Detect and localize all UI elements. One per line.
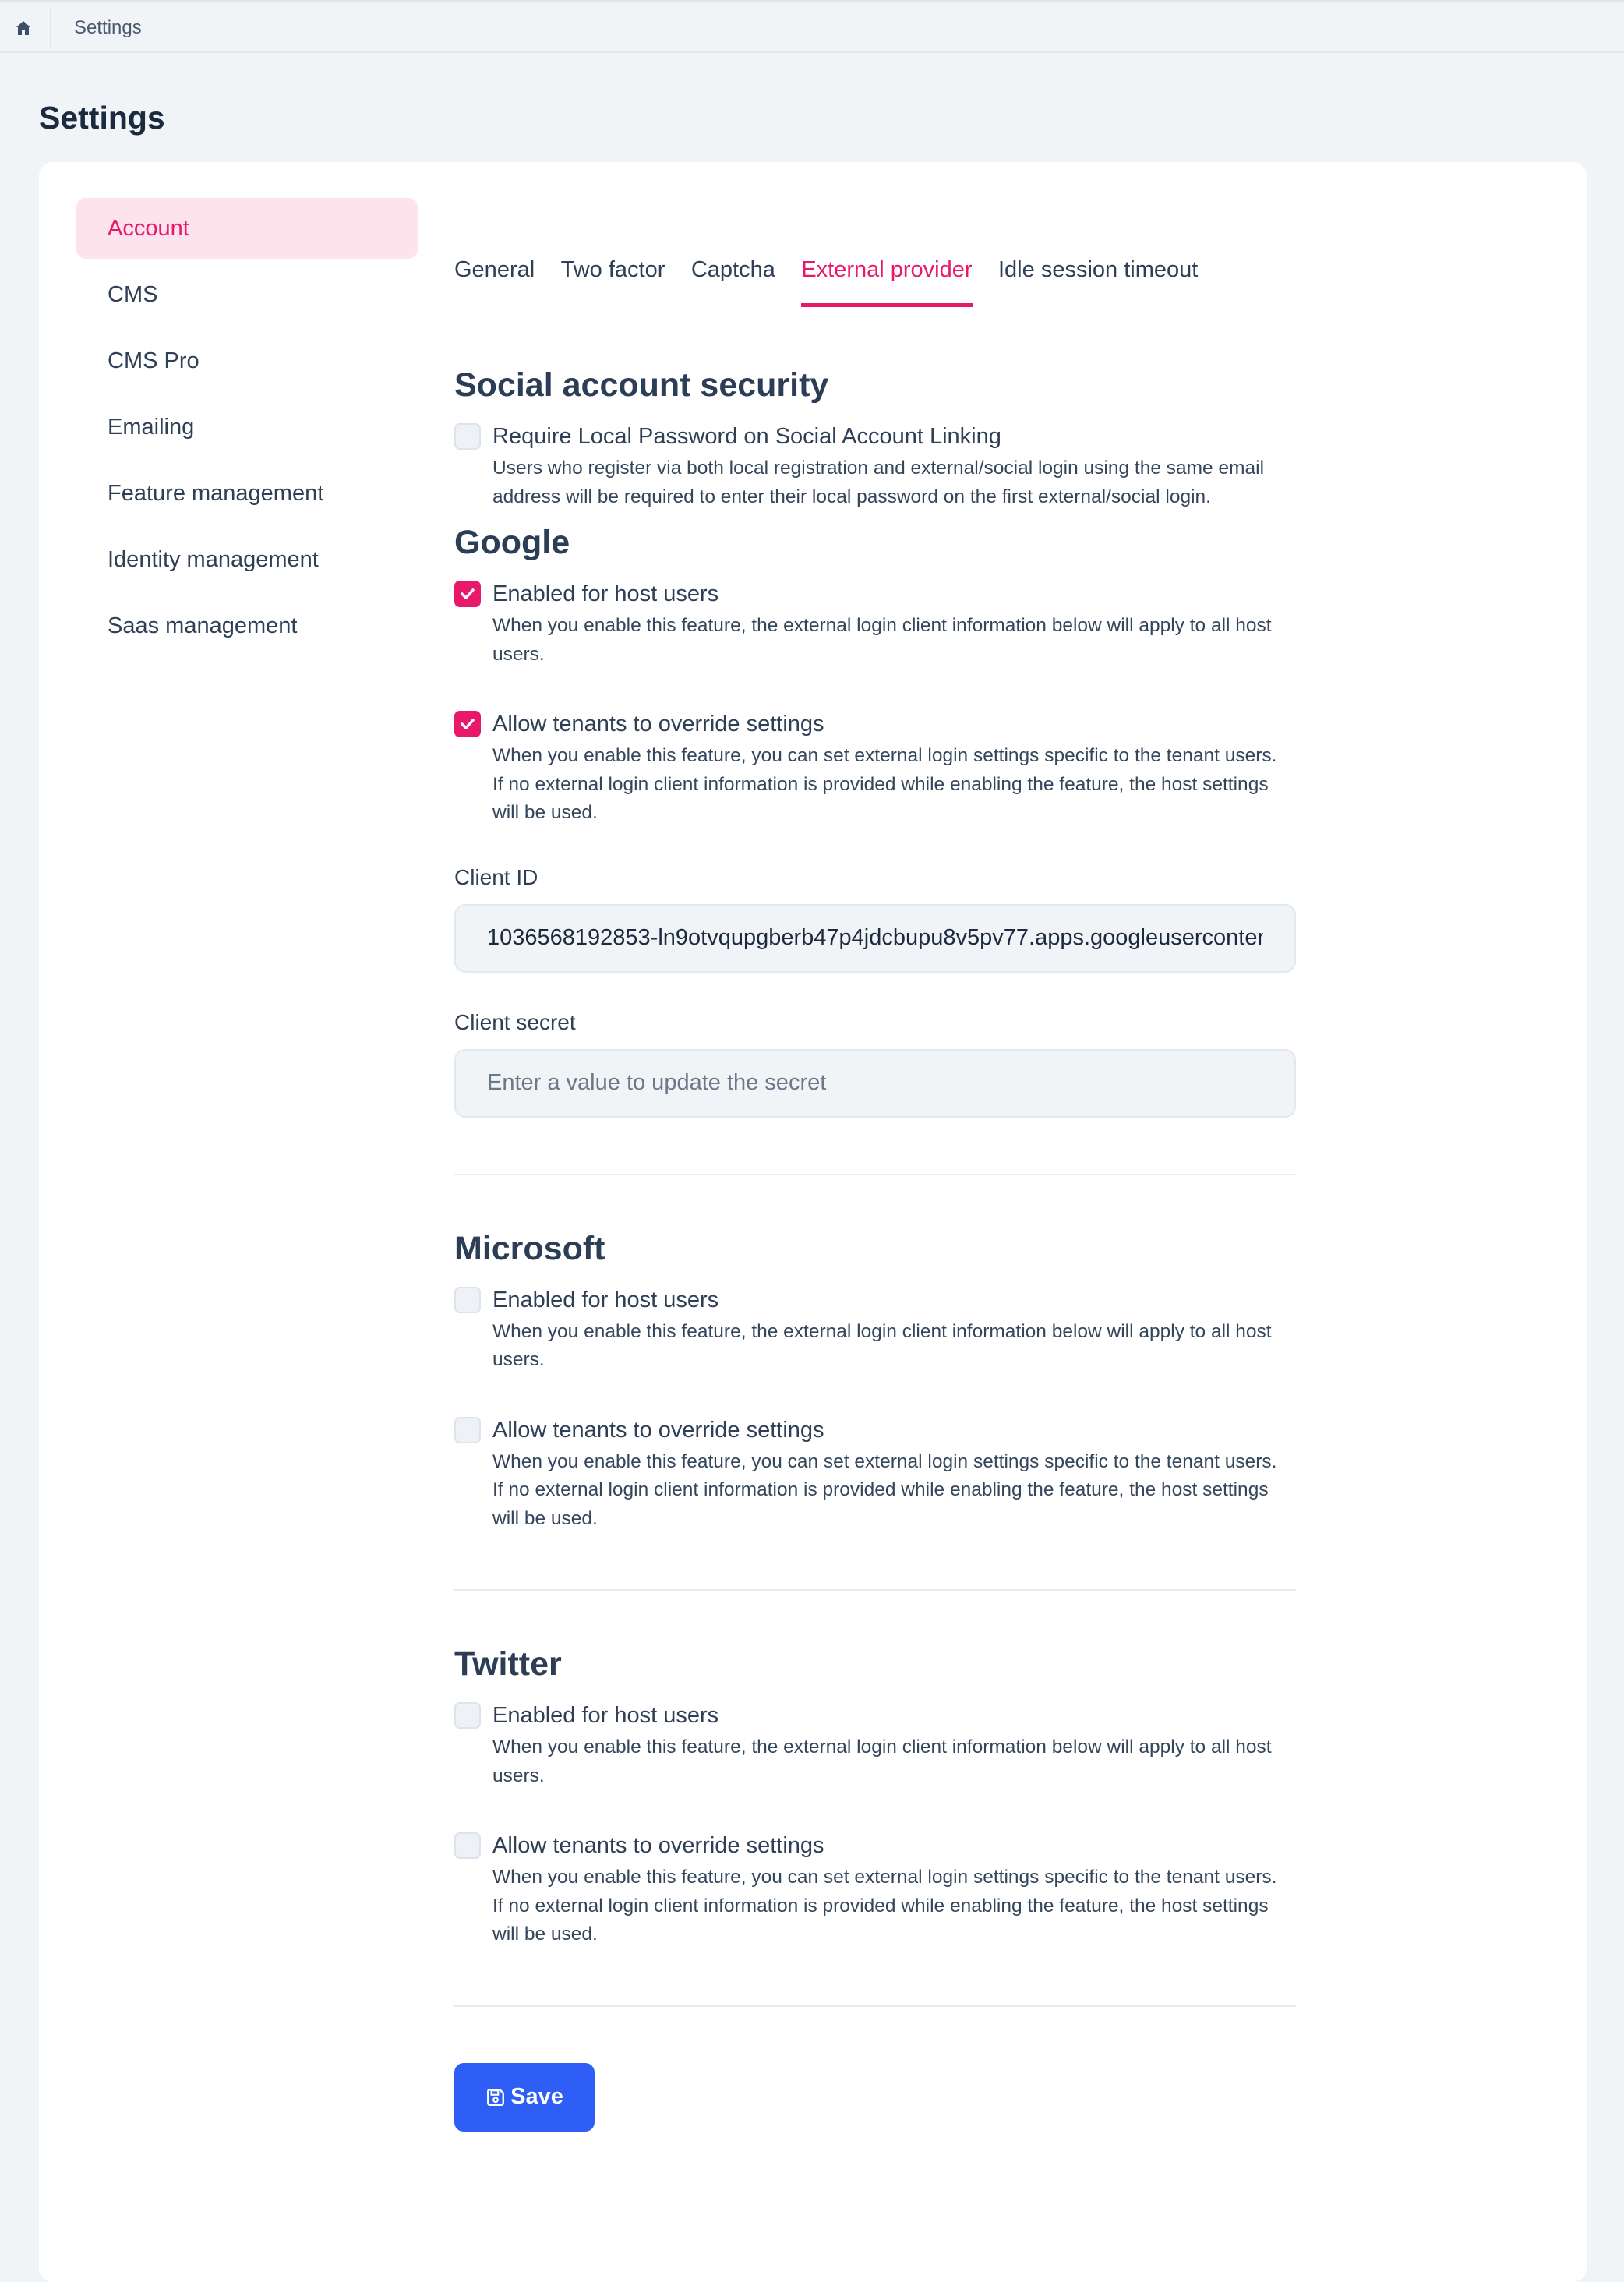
google-enabled-host-checkbox[interactable] (454, 581, 481, 607)
twitter-enabled-host-help: When you enable this feature, the external login client information below will apply to all host users. (492, 1736, 1272, 1786)
tab-two-factor[interactable]: Two factor (560, 257, 665, 282)
twitter-enabled-host-row (454, 1701, 1296, 1730)
microsoft-enabled-host-help: When you enable this feature, the external login client information below will apply to all host users. (492, 1320, 1272, 1370)
page-title: Settings (39, 100, 165, 136)
microsoft-enabled-host-row (454, 1285, 1296, 1315)
require-local-password-row (454, 422, 1296, 451)
sidebar-item-saas-management[interactable]: Saas management (108, 613, 298, 638)
microsoft-allow-override-checkbox[interactable] (454, 1417, 481, 1443)
tab-captcha[interactable]: Captcha (690, 257, 775, 282)
social-account-security-title: Social account security (454, 366, 829, 404)
client-secret-label: Client secret (454, 1009, 576, 1034)
microsoft-allow-override-help: When you enable this feature, you can set external login settings specific to the tenant users. If no external login client information is provided while enabling the feature, the host settings will be used. (492, 1450, 1277, 1529)
settings-sidebar (76, 198, 418, 662)
google-allow-override-row (454, 709, 1296, 739)
tab-idle-session-timeout[interactable]: Idle session timeout (998, 257, 1199, 282)
google-enabled-host-help: When you enable this feature, the external login client information below will apply to all host users. (492, 615, 1272, 665)
microsoft-allow-override-row (454, 1415, 1296, 1445)
twitter-enabled-host-checkbox[interactable] (454, 1702, 481, 1729)
top-breadcrumb-bar (0, 0, 1624, 53)
settings-tabs (454, 257, 1220, 310)
sidebar-item-emailing[interactable]: Emailing (108, 415, 195, 440)
microsoft-enabled-host-label: Enabled for host users (492, 1287, 719, 1312)
tab-external-provider[interactable]: External provider (801, 257, 972, 307)
require-local-password-label: Require Local Password on Social Account Linking (492, 424, 1001, 449)
section-divider (454, 1589, 1296, 1591)
google-allow-override-checkbox[interactable] (454, 711, 481, 737)
external-provider-content (454, 366, 1296, 2132)
save-button-label: Save (510, 2084, 563, 2109)
google-allow-override-label: Allow tenants to override settings (492, 712, 824, 737)
twitter-allow-override-help: When you enable this feature, you can set external login settings specific to the tenant users. If no external login client information is provided while enabling the feature, the host settings will be used. (492, 1867, 1277, 1945)
checkmark-icon (459, 585, 476, 602)
section-divider (454, 1174, 1296, 1175)
sidebar-item-identity-management[interactable]: Identity management (108, 547, 319, 572)
checkmark-icon (459, 715, 476, 733)
twitter-enabled-host-label: Enabled for host users (492, 1703, 719, 1728)
sidebar-item-cms-pro[interactable]: CMS Pro (108, 348, 199, 373)
client-secret-input[interactable] (454, 1049, 1296, 1118)
floppy-disk-icon (485, 2087, 506, 2107)
microsoft-title: Microsoft (454, 1229, 605, 1267)
google-enabled-host-row (454, 579, 1296, 609)
sidebar-item-cms[interactable]: CMS (108, 282, 158, 307)
twitter-title: Twitter (454, 1645, 562, 1683)
section-divider (454, 2005, 1296, 2007)
microsoft-enabled-host-checkbox[interactable] (454, 1287, 481, 1313)
breadcrumb-current: Settings (74, 17, 142, 38)
sidebar-item-feature-management[interactable]: Feature management (108, 481, 324, 506)
save-button[interactable] (454, 2063, 595, 2132)
home-icon[interactable] (14, 19, 33, 37)
breadcrumb-divider (50, 8, 51, 48)
twitter-allow-override-label: Allow tenants to override settings (492, 1833, 824, 1858)
client-id-input[interactable] (454, 904, 1296, 973)
client-id-label: Client ID (454, 864, 538, 889)
twitter-allow-override-checkbox[interactable] (454, 1832, 481, 1859)
require-local-password-checkbox[interactable] (454, 423, 481, 450)
require-local-password-help: Users who register via both local registration and external/social login using the same email address will be required to enter their local password on the first external/social login. (492, 457, 1265, 507)
google-allow-override-help: When you enable this feature, you can set external login settings specific to the tenant users. If no external login client information is provided while enabling the feature, the host settings will be used. (492, 745, 1277, 823)
twitter-allow-override-row (454, 1831, 1296, 1860)
tab-general[interactable]: General (454, 257, 535, 282)
sidebar-item-account[interactable]: Account (76, 198, 418, 259)
google-title: Google (454, 524, 570, 561)
microsoft-allow-override-label: Allow tenants to override settings (492, 1417, 824, 1443)
google-enabled-host-label: Enabled for host users (492, 581, 719, 606)
